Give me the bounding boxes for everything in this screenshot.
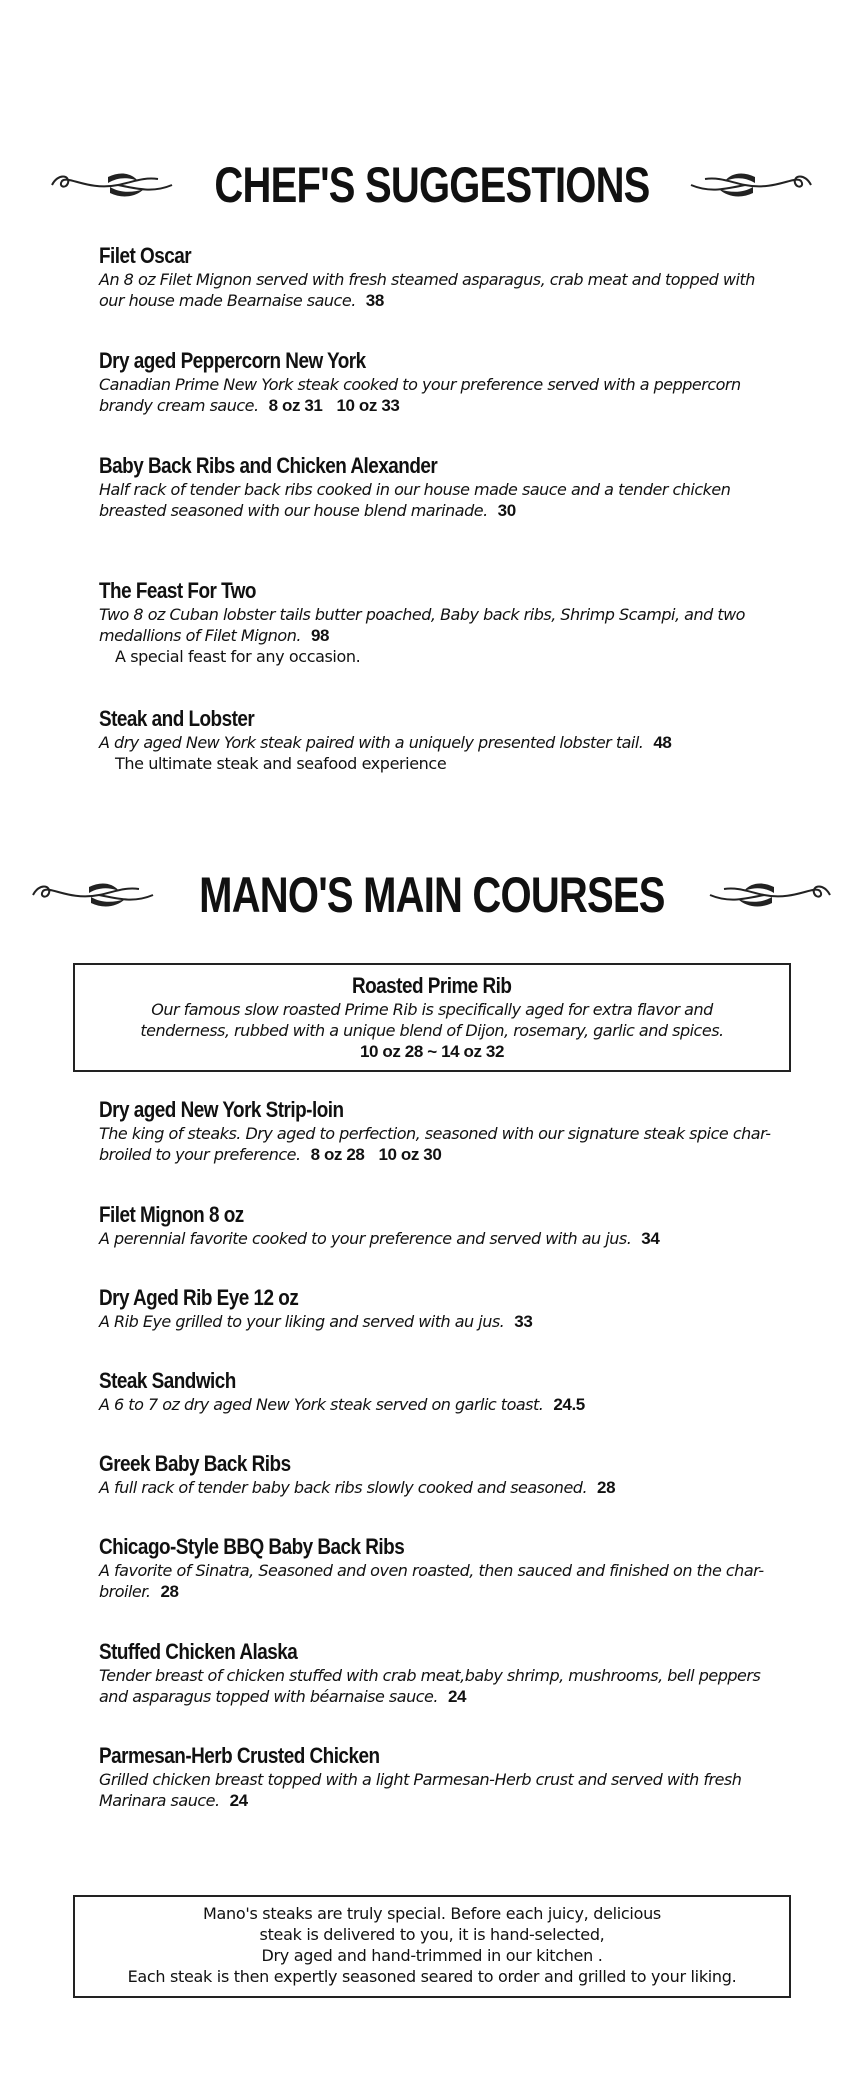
item-price: 30 [497,501,516,520]
menu-item [99,1743,779,1811]
item-name: The Feast For Two [99,578,256,603]
info-line: steak is delivered to you, it is hand-selected, [259,1925,605,1944]
item-name: Roasted Prime Rib [352,973,512,998]
item-note: A special feast for any occasion. [115,647,361,666]
item-name: Filet Oscar [99,243,192,268]
item-description-line: Our famous slow roasted Prime Rib is specifically aged for extra flavor and [151,1000,713,1019]
section-title: MANO'S MAIN COURSES [198,867,665,923]
section-title: CHEF'S SUGGESTIONS [213,157,650,213]
item-price: 10 oz 28 ~ 14 oz 32 [359,1042,505,1061]
menu-item [99,1639,779,1707]
item-price: 8 oz 28 [310,1145,365,1164]
item-name: Steak Sandwich [99,1368,236,1393]
item-description: Grilled chicken breast topped with a light Parmesan-Herb crust and served with fresh Marinara sauce. 24 [99,1770,742,1810]
item-price: 98 [310,626,330,645]
item-description: A 6 to 7 oz dry aged New York steak served on garlic toast. 24.5 [99,1395,585,1414]
flourish-left-icon [29,875,159,915]
item-note: The ultimate steak and seafood experience [115,754,447,773]
item-price: 28 [160,1582,179,1601]
item-price: 24 [229,1791,248,1810]
item-price: 34 [641,1229,660,1248]
menu-item [99,578,779,668]
item-name: Steak and Lobster [99,706,255,731]
menu-item [99,706,779,775]
flourish-right-icon [685,165,815,205]
item-description: A Rib Eye grilled to your liking and served with au jus. 33 [99,1312,533,1331]
info-line: Each steak is then expertly seasoned seared to order and grilled to your liking. [127,1967,737,1986]
item-name: Baby Back Ribs and Chicken Alexander [99,453,438,478]
item-description: Half rack of tender back ribs cooked in our house made sauce and a tender chicken breasted seasoned with our house blend marinade. 30 [99,480,731,520]
main-courses-heading [0,867,863,923]
item-description: A full rack of tender baby back ribs slowly cooked and seasoned. 28 [99,1478,616,1497]
item-price-alt: 10 oz 30 [378,1145,442,1164]
item-description: The king of steaks. Dry aged to perfection, seasoned with our signature steak spice char-broiled to your preference. 8 oz 28 10 oz 30 [99,1124,771,1164]
menu-item [99,348,779,416]
item-description: Tender breast of chicken stuffed with crab meat,baby shrimp, mushrooms, bell peppers and asparagus topped with béarnaise sauce. 24 [99,1666,761,1706]
flourish-right-icon [704,875,834,915]
steak-info-box [73,1895,791,1998]
item-name: Stuffed Chicken Alaska [99,1639,298,1664]
item-price: 33 [514,1312,533,1331]
info-line: Mano's steaks are truly special. Before each juicy, delicious [203,1904,661,1923]
item-name: Dry aged Peppercorn New York [99,348,366,373]
info-line: Dry aged and hand-trimmed in our kitchen . [261,1946,603,1965]
item-price: 24 [447,1687,467,1706]
item-name: Chicago-Style BBQ Baby Back Ribs [99,1534,405,1559]
item-name: Greek Baby Back Ribs [99,1451,291,1476]
menu-item [99,453,779,521]
item-price: 38 [365,291,384,310]
chefs-suggestions-heading [0,157,863,213]
item-description: Two 8 oz Cuban lobster tails butter poached, Baby back ribs, Shrimp Scampi, and two medallions of Filet Mignon. 98 [99,605,745,645]
item-price-alt: 10 oz 33 [336,396,400,415]
item-name: Dry aged New York Strip-loin [99,1097,344,1122]
menu-item [99,1097,779,1165]
item-name: Parmesan-Herb Crusted Chicken [99,1743,380,1768]
menu-item [99,1368,779,1415]
menu-item [99,1534,779,1602]
prime-rib-feature-box [73,963,791,1072]
item-price: 8 oz 31 [268,396,323,415]
item-price: 48 [653,733,672,752]
menu-item [99,1451,779,1498]
item-description: A dry aged New York steak paired with a uniquely presented lobster tail. 48 [99,733,672,752]
menu-item [99,243,779,311]
menu-item [99,1202,779,1249]
item-price: 28 [597,1478,616,1497]
item-description: A favorite of Sinatra, Seasoned and oven roasted, then sauced and finished on the char-broiler. 28 [99,1561,764,1601]
flourish-left-icon [48,165,178,205]
item-name: Dry Aged Rib Eye 12 oz [99,1285,299,1310]
item-name: Filet Mignon 8 oz [99,1202,244,1227]
item-description: A perennial favorite cooked to your preference and served with au jus. 34 [99,1229,660,1248]
item-description: An 8 oz Filet Mignon served with fresh steamed asparagus, crab meat and topped with our house made Bearnaise sauce. 38 [99,270,755,310]
menu-item [99,1285,779,1332]
item-description: Canadian Prime New York steak cooked to your preference served with a peppercorn brandy cream sauce. 8 oz 31 10 oz 33 [99,375,741,415]
item-description-line: tenderness, rubbed with a unique blend of Dijon, rosemary, garlic and spices. [140,1021,724,1040]
item-price: 24.5 [553,1395,585,1414]
